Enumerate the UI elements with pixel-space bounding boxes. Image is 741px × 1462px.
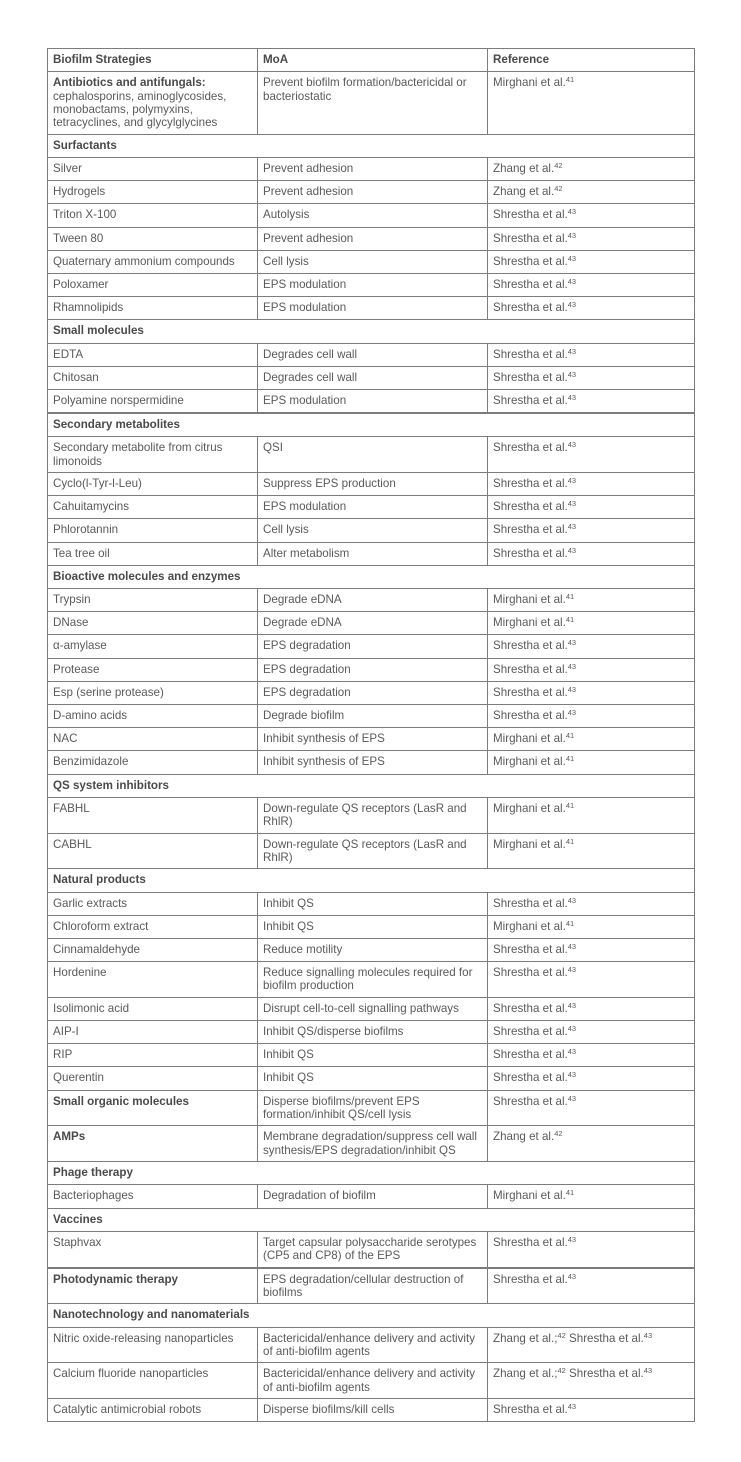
reference-author: Mirghani et al. bbox=[493, 593, 566, 606]
reference-citation-number: 43 bbox=[567, 1000, 577, 1010]
reference-citation-number: 43 bbox=[567, 392, 577, 402]
strategy-category-label: Antibiotics and antifungals: bbox=[53, 76, 206, 90]
reference-cell bbox=[488, 389, 695, 413]
section-header-row bbox=[48, 320, 695, 343]
strategy-cell: Staphvax bbox=[48, 1231, 258, 1267]
table-row bbox=[48, 1327, 695, 1363]
moa-cell: Reduce signalling molecules required for biofilm production bbox=[258, 962, 488, 998]
reference-citation-number: 41 bbox=[565, 836, 575, 846]
reference-author: Shrestha et al. bbox=[493, 1001, 568, 1015]
reference-author: Mirghani et al. bbox=[493, 755, 566, 769]
section-title: Phage therapy bbox=[48, 1162, 695, 1185]
strategy-cell: RIP bbox=[48, 1044, 258, 1067]
moa-cell: EPS modulation bbox=[258, 389, 488, 413]
biofilm-strategies-table bbox=[47, 48, 695, 1422]
moa-cell: Degrade eDNA bbox=[258, 589, 488, 612]
moa-cell: Autolysis bbox=[258, 204, 488, 227]
reference-author: Shrestha et al. bbox=[493, 546, 568, 560]
moa-cell: Alter metabolism bbox=[258, 542, 488, 565]
strategy-cell: Garlic extracts bbox=[48, 892, 258, 915]
strategy-cell: Cahuitamycins bbox=[48, 496, 258, 519]
biofilm-strategies-table-container bbox=[47, 48, 694, 1422]
reference-citation-number: 42 bbox=[557, 1330, 566, 1340]
table-row bbox=[48, 227, 695, 250]
moa-cell: EPS modulation bbox=[258, 273, 488, 296]
reference-citation-number: 43 bbox=[567, 522, 577, 532]
reference-author: Shrestha et al. bbox=[493, 441, 568, 455]
moa-cell: Cell lysis bbox=[258, 250, 488, 273]
reference-author: Shrestha et al. bbox=[493, 966, 568, 980]
reference-author: Zhang et al. bbox=[493, 185, 555, 199]
reference-citation-number: 43 bbox=[567, 638, 577, 648]
table-row bbox=[48, 728, 695, 751]
strategy-cell: Poloxamer bbox=[48, 273, 258, 296]
table-row bbox=[48, 273, 695, 296]
moa-cell: Degrades cell wall bbox=[258, 343, 488, 366]
table-row bbox=[48, 1231, 695, 1267]
table-row bbox=[48, 473, 695, 496]
table-row bbox=[48, 1044, 695, 1067]
reference-cell bbox=[488, 437, 695, 473]
section-header-row bbox=[48, 134, 695, 157]
reference-citation-number: 43 bbox=[567, 207, 577, 217]
reference-citation-number: 43 bbox=[567, 346, 577, 356]
reference-citation-number: 43 bbox=[567, 1047, 577, 1057]
reference-citation-number: 42 bbox=[557, 1366, 566, 1376]
reference-author: Shrestha et al. bbox=[493, 1094, 568, 1108]
reference-citation-number: 43 bbox=[567, 545, 577, 555]
strategy-cell: Protease bbox=[48, 658, 258, 681]
reference-citation-number: 43 bbox=[567, 230, 577, 240]
moa-cell: Target capsular polysaccharide serotypes (CP5 and CP8) of the EPS bbox=[258, 1231, 488, 1267]
strategy-cell: Chloroform extract bbox=[48, 915, 258, 938]
strategy-cell: D-amino acids bbox=[48, 704, 258, 727]
table-header-row bbox=[48, 49, 695, 72]
table-row bbox=[48, 635, 695, 658]
strategy-cell: Silver bbox=[48, 158, 258, 181]
reference-cell bbox=[488, 250, 695, 273]
reference-cell bbox=[488, 1231, 695, 1267]
reference-author: Shrestha et al. bbox=[493, 523, 568, 537]
reference-cell bbox=[488, 1268, 695, 1304]
table-row bbox=[48, 962, 695, 998]
table-row bbox=[48, 496, 695, 519]
strategy-cell: Cyclo(l-Tyr-l-Leu) bbox=[48, 473, 258, 496]
reference-author: Mirghani et al. bbox=[493, 801, 566, 815]
reference-citation-number: 43 bbox=[567, 440, 577, 450]
moa-cell: Membrane degradation/suppress cell wall synthesis/EPS degradation/inhibit QS bbox=[258, 1126, 488, 1162]
section-header-row bbox=[48, 1208, 695, 1231]
reference-author: Zhang et al. bbox=[493, 1130, 555, 1144]
section-title: Small molecules bbox=[48, 320, 695, 343]
reference-cell bbox=[488, 612, 695, 635]
reference-author: Shrestha et al. bbox=[493, 1403, 568, 1417]
reference-author: Shrestha et al. bbox=[493, 477, 568, 491]
reference-cell bbox=[488, 542, 695, 565]
moa-cell: Inhibit QS bbox=[258, 1044, 488, 1067]
reference-author: Shrestha et al. bbox=[493, 301, 568, 315]
strategy-cell: Secondary metabolite from citrus limonoids bbox=[48, 437, 258, 473]
reference-author: Shrestha et al. bbox=[493, 393, 568, 407]
reference-author: Shrestha et al. bbox=[493, 685, 568, 699]
table-row bbox=[48, 437, 695, 473]
reference-cell bbox=[488, 158, 695, 181]
reference-author: Shrestha et al. bbox=[493, 1025, 568, 1039]
table-row bbox=[48, 250, 695, 273]
moa-cell: Prevent adhesion bbox=[258, 158, 488, 181]
reference-cell bbox=[488, 1067, 695, 1090]
reference-author: Shrestha et al. bbox=[493, 370, 568, 384]
reference-citation-number: 41 bbox=[565, 1188, 575, 1198]
reference-cell bbox=[488, 635, 695, 658]
reference-cell bbox=[488, 297, 695, 320]
reference-cell bbox=[488, 797, 695, 833]
section-title: QS system inhibitors bbox=[48, 774, 695, 797]
reference-author: Shrestha et al. bbox=[493, 208, 568, 222]
table-row bbox=[48, 519, 695, 542]
table-row bbox=[48, 158, 695, 181]
strategy-cell: Benzimidazole bbox=[48, 751, 258, 774]
moa-cell: EPS degradation bbox=[258, 681, 488, 704]
strategy-cell: CABHL bbox=[48, 833, 258, 869]
reference-citation-number: 41 bbox=[565, 754, 575, 764]
moa-cell: Reduce motility bbox=[258, 938, 488, 961]
reference-citation-number: 43 bbox=[567, 1024, 577, 1034]
strategy-cell: Chitosan bbox=[48, 366, 258, 389]
strategy-cell: Catalytic antimicrobial robots bbox=[48, 1399, 258, 1422]
reference-cell bbox=[488, 72, 695, 135]
strategy-cell: Cinnamaldehyde bbox=[48, 938, 258, 961]
table-row bbox=[48, 751, 695, 774]
section-title: Vaccines bbox=[48, 1208, 695, 1231]
reference-author: Shrestha et al. bbox=[493, 1048, 568, 1062]
reference-citation-number: 41 bbox=[565, 731, 575, 741]
reference-citation-number: 43 bbox=[567, 661, 577, 671]
reference-cell bbox=[488, 1185, 695, 1208]
strategy-cell: Bacteriophages bbox=[48, 1185, 258, 1208]
strategy-cell: Hordenine bbox=[48, 962, 258, 998]
table-row bbox=[48, 1399, 695, 1422]
section-header-row bbox=[48, 774, 695, 797]
reference-citation-number: 41 bbox=[565, 800, 575, 810]
reference-cell bbox=[488, 1363, 695, 1399]
reference-cell bbox=[488, 681, 695, 704]
moa-cell: Inhibit QS/disperse biofilms bbox=[258, 1021, 488, 1044]
reference-citation-number: 43 bbox=[643, 1366, 653, 1376]
reference-author: Shrestha et al. bbox=[493, 639, 568, 653]
reference-cell bbox=[488, 1126, 695, 1162]
reference-cell bbox=[488, 496, 695, 519]
table-row bbox=[48, 915, 695, 938]
table-row bbox=[48, 204, 695, 227]
table-row bbox=[48, 892, 695, 915]
reference-citation-number: 43 bbox=[567, 300, 577, 310]
reference-citation-number: 41 bbox=[565, 592, 575, 601]
reference-author: Zhang et al.; bbox=[493, 1367, 558, 1381]
reference-cell bbox=[488, 589, 695, 612]
strategy-cell: AMPs bbox=[48, 1126, 258, 1162]
reference-author: Shrestha et al. bbox=[493, 942, 568, 956]
reference-cell bbox=[488, 343, 695, 366]
reference-cell bbox=[488, 1021, 695, 1044]
reference-citation-number: 41 bbox=[565, 615, 575, 625]
reference-citation-number: 43 bbox=[567, 1070, 577, 1080]
strategy-cell bbox=[48, 72, 258, 135]
moa-cell: Down-regulate QS receptors (LasR and RhlR) bbox=[258, 833, 488, 869]
strategy-cell: Triton X-100 bbox=[48, 204, 258, 227]
moa-cell: Inhibit QS bbox=[258, 892, 488, 915]
strategy-cell: Polyamine norspermidine bbox=[48, 389, 258, 413]
moa-cell: Prevent adhesion bbox=[258, 227, 488, 250]
table-row bbox=[48, 1021, 695, 1044]
table-row bbox=[48, 366, 695, 389]
section-title: Surfactants bbox=[48, 134, 695, 157]
strategy-cell: Hydrogels bbox=[48, 181, 258, 204]
strategy-cell: Rhamnolipids bbox=[48, 297, 258, 320]
section-header-row bbox=[48, 413, 695, 437]
strategy-cell: Tea tree oil bbox=[48, 542, 258, 565]
reference-author: Shrestha et al. bbox=[493, 500, 568, 514]
strategy-cell: Isolimonic acid bbox=[48, 997, 258, 1020]
table-row bbox=[48, 1268, 695, 1304]
strategy-cell: Tween 80 bbox=[48, 227, 258, 250]
table-row bbox=[48, 542, 695, 565]
table-row bbox=[48, 833, 695, 869]
strategy-cell: Trypsin bbox=[48, 589, 258, 612]
reference-cell bbox=[488, 658, 695, 681]
table-row bbox=[48, 797, 695, 833]
reference-cell bbox=[488, 915, 695, 938]
table-row bbox=[48, 343, 695, 366]
reference-author: Zhang et al. bbox=[493, 162, 555, 175]
strategy-cell: Querentin bbox=[48, 1067, 258, 1090]
reference-citation-number: 42 bbox=[554, 1129, 563, 1139]
reference-author: Zhang et al.; bbox=[493, 1331, 558, 1345]
moa-cell: QSI bbox=[258, 437, 488, 473]
table-row bbox=[48, 297, 695, 320]
reference-cell bbox=[488, 181, 695, 204]
strategy-cell: Calcium fluoride nanoparticles bbox=[48, 1363, 258, 1399]
reference-author: Shrestha et al. bbox=[493, 662, 568, 676]
reference-cell bbox=[488, 1044, 695, 1067]
moa-cell: Inhibit QS bbox=[258, 915, 488, 938]
reference-author: Shrestha et al. bbox=[565, 1367, 644, 1381]
reference-author: Shrestha et al. bbox=[493, 1071, 568, 1085]
reference-cell bbox=[488, 833, 695, 869]
reference-citation-number: 43 bbox=[567, 965, 577, 975]
reference-author: Shrestha et al. bbox=[493, 708, 568, 722]
strategy-cell: Esp (serine protease) bbox=[48, 681, 258, 704]
reference-author: Mirghani et al. bbox=[493, 76, 566, 90]
reference-citation-number: 43 bbox=[567, 684, 577, 694]
reference-citation-number: 43 bbox=[567, 941, 577, 951]
strategy-cell: DNase bbox=[48, 612, 258, 635]
table-row bbox=[48, 1363, 695, 1399]
reference-citation-number: 43 bbox=[567, 1093, 577, 1103]
reference-cell bbox=[488, 273, 695, 296]
table-row bbox=[48, 389, 695, 413]
reference-cell bbox=[488, 938, 695, 961]
reference-author: Mirghani et al. bbox=[493, 616, 566, 630]
strategy-cell: α-amylase bbox=[48, 635, 258, 658]
table-row-antibiotics bbox=[48, 72, 695, 135]
reference-citation-number: 43 bbox=[567, 499, 577, 509]
reference-author: Shrestha et al. bbox=[493, 231, 568, 245]
table-row bbox=[48, 1067, 695, 1090]
strategy-cell: NAC bbox=[48, 728, 258, 751]
moa-cell: EPS modulation bbox=[258, 297, 488, 320]
moa-cell: Bactericidal/enhance delivery and activity of anti-biofilm agents bbox=[258, 1327, 488, 1363]
strategy-cell: Phlorotannin bbox=[48, 519, 258, 542]
section-header-row bbox=[48, 869, 695, 892]
reference-author: Mirghani et al. bbox=[493, 837, 566, 851]
reference-cell bbox=[488, 704, 695, 727]
strategy-detail: cephalosporins, aminoglycosides, monobactams, polymyxins, tetracyclines, and glycylglycines bbox=[53, 89, 227, 130]
reference-citation-number: 43 bbox=[643, 1330, 653, 1340]
moa-cell: Prevent adhesion bbox=[258, 181, 488, 204]
reference-citation-number: 43 bbox=[567, 253, 577, 263]
reference-cell bbox=[488, 227, 695, 250]
reference-citation-number: 43 bbox=[567, 476, 577, 486]
reference-cell bbox=[488, 997, 695, 1020]
reference-cell bbox=[488, 892, 695, 915]
reference-citation-number: 43 bbox=[567, 276, 577, 286]
moa-cell: Inhibit synthesis of EPS bbox=[258, 728, 488, 751]
table-row bbox=[48, 704, 695, 727]
moa-cell: Disrupt cell-to-cell signalling pathways bbox=[258, 997, 488, 1020]
table-body bbox=[48, 72, 695, 1422]
moa-cell: Prevent biofilm formation/bactericidal or bacteriostatic bbox=[258, 72, 488, 135]
reference-citation-number: 43 bbox=[567, 1402, 577, 1412]
reference-author: Mirghani et al. bbox=[493, 1189, 566, 1203]
reference-cell bbox=[488, 1399, 695, 1422]
table-row bbox=[48, 997, 695, 1020]
reference-author: Mirghani et al. bbox=[493, 919, 566, 933]
reference-cell bbox=[488, 728, 695, 751]
reference-cell bbox=[488, 962, 695, 998]
header-reference: Reference bbox=[488, 49, 695, 72]
moa-cell: Inhibit synthesis of EPS bbox=[258, 751, 488, 774]
reference-author: Shrestha et al. bbox=[493, 347, 568, 361]
section-title: Natural products bbox=[48, 869, 695, 892]
reference-author: Shrestha et al. bbox=[493, 254, 568, 268]
reference-cell bbox=[488, 473, 695, 496]
reference-citation-number: 42 bbox=[554, 184, 563, 194]
moa-cell: Degrades cell wall bbox=[258, 366, 488, 389]
table-row bbox=[48, 658, 695, 681]
strategy-cell: Nitric oxide-releasing nanoparticles bbox=[48, 1327, 258, 1363]
table-row bbox=[48, 681, 695, 704]
reference-author: Shrestha et al. bbox=[493, 896, 568, 910]
table-row bbox=[48, 1090, 695, 1126]
strategy-cell: Photodynamic therapy bbox=[48, 1268, 258, 1304]
reference-citation-number: 43 bbox=[567, 1234, 577, 1244]
reference-citation-number: 43 bbox=[567, 369, 577, 379]
reference-citation-number: 41 bbox=[565, 918, 575, 928]
reference-citation-number: 43 bbox=[567, 707, 577, 717]
moa-cell: Degrade biofilm bbox=[258, 704, 488, 727]
reference-author: Mirghani et al. bbox=[493, 732, 566, 746]
section-title: Nanotechnology and nanomaterials bbox=[48, 1304, 695, 1327]
strategy-cell: AIP-I bbox=[48, 1021, 258, 1044]
reference-author: Shrestha et al. bbox=[565, 1331, 644, 1345]
moa-cell: Disperse biofilms/kill cells bbox=[258, 1399, 488, 1422]
strategy-cell: EDTA bbox=[48, 343, 258, 366]
reference-cell bbox=[488, 519, 695, 542]
table-row bbox=[48, 1185, 695, 1208]
reference-citation-number: 43 bbox=[567, 895, 577, 905]
section-title: Bioactive molecules and enzymes bbox=[48, 565, 695, 588]
reference-cell bbox=[488, 1327, 695, 1363]
section-header-row bbox=[48, 1304, 695, 1327]
reference-author: Shrestha et al. bbox=[493, 1272, 568, 1286]
table-row bbox=[48, 612, 695, 635]
reference-cell bbox=[488, 751, 695, 774]
table-row bbox=[48, 589, 695, 612]
section-title: Secondary metabolites bbox=[48, 413, 695, 437]
moa-cell: EPS degradation bbox=[258, 635, 488, 658]
strategy-cell: Small organic molecules bbox=[48, 1090, 258, 1126]
moa-cell: Suppress EPS production bbox=[258, 473, 488, 496]
header-moa: MoA bbox=[258, 49, 488, 72]
reference-cell bbox=[488, 1090, 695, 1126]
moa-cell: Bactericidal/enhance delivery and activity of anti-biofilm agents bbox=[258, 1363, 488, 1399]
reference-citation-number: 41 bbox=[565, 75, 575, 85]
strategy-cell: Quaternary ammonium compounds bbox=[48, 250, 258, 273]
moa-cell: EPS degradation bbox=[258, 658, 488, 681]
moa-cell: EPS degradation/cellular destruction of biofilms bbox=[258, 1268, 488, 1304]
moa-cell: Inhibit QS bbox=[258, 1067, 488, 1090]
table-row bbox=[48, 938, 695, 961]
reference-author: Shrestha et al. bbox=[493, 1235, 568, 1249]
strategy-cell: FABHL bbox=[48, 797, 258, 833]
moa-cell: Cell lysis bbox=[258, 519, 488, 542]
reference-citation-number: 43 bbox=[567, 1271, 577, 1281]
moa-cell: Down-regulate QS receptors (LasR and RhlR) bbox=[258, 797, 488, 833]
section-header-row bbox=[48, 565, 695, 588]
moa-cell: Degradation of biofilm bbox=[258, 1185, 488, 1208]
table-row bbox=[48, 1126, 695, 1162]
reference-cell bbox=[488, 366, 695, 389]
reference-cell bbox=[488, 204, 695, 227]
reference-citation-number: 42 bbox=[554, 161, 563, 170]
moa-cell: Degrade eDNA bbox=[258, 612, 488, 635]
reference-author: Shrestha et al. bbox=[493, 277, 568, 291]
moa-cell: Disperse biofilms/prevent EPS formation/inhibit QS/cell lysis bbox=[258, 1090, 488, 1126]
moa-cell: EPS modulation bbox=[258, 496, 488, 519]
table-row bbox=[48, 181, 695, 204]
section-header-row bbox=[48, 1162, 695, 1185]
header-biofilm-strategies: Biofilm Strategies bbox=[48, 49, 258, 72]
